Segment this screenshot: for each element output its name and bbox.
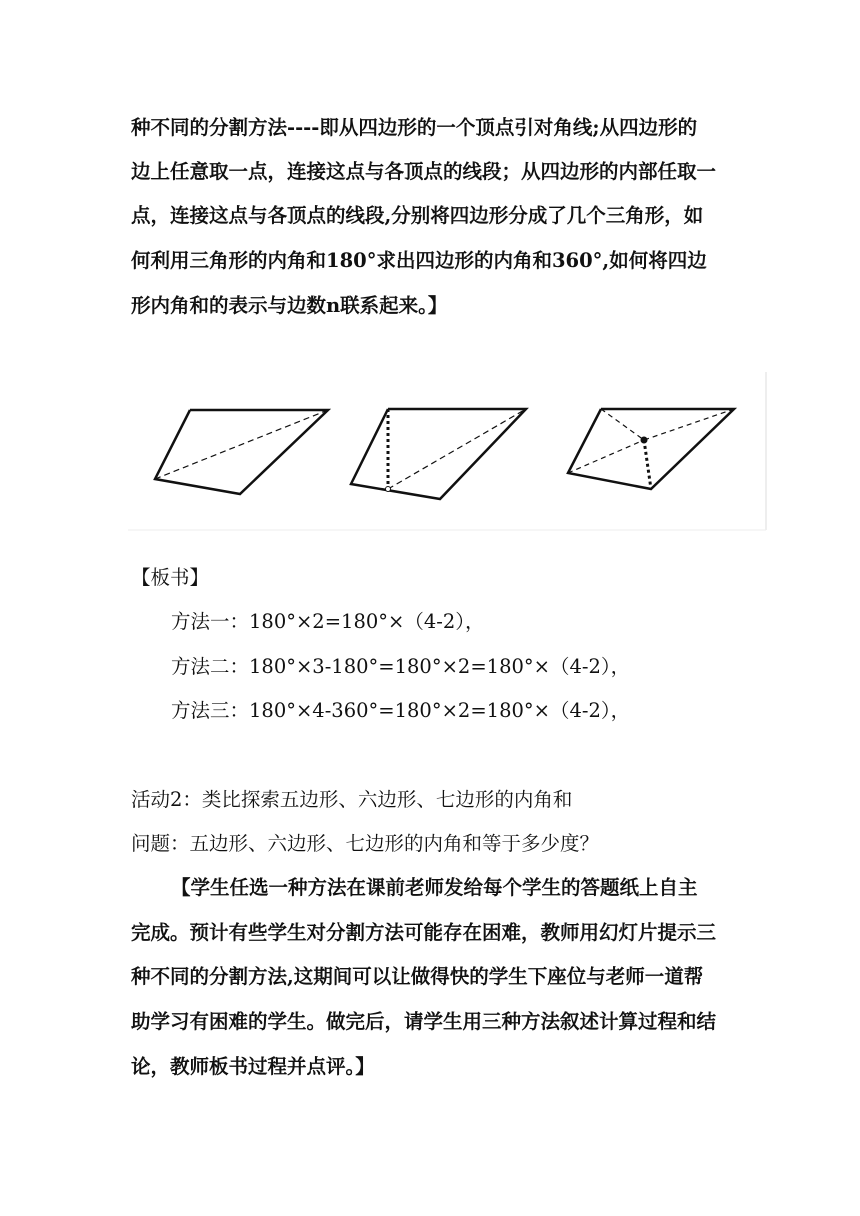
activity2-line-1: 【学生任选一种方法在课前老师发给每个学生的答题纸上自主 <box>171 876 698 899</box>
activity2-question: 问题：五边形、六边形、七边形的内角和等于多少度？ <box>131 832 600 855</box>
activity2-title: 活动2：类比探索五边形、六边形、七边形的内角和 <box>131 788 573 811</box>
intro-line-5: 形内角和的表示与边数n联系起来。】 <box>131 294 448 317</box>
quad-2-diagonal-segment <box>388 409 526 489</box>
quad-1-diagonal <box>155 410 328 479</box>
quad-3-segment-b <box>644 409 734 440</box>
quad-2-outline <box>351 409 526 499</box>
quad-method-1 <box>155 410 328 494</box>
quadrilateral-division-figure <box>128 372 768 532</box>
quad-3-interior-point <box>641 437 647 443</box>
activity2-line-2: 完成。预计有些学生对分割方法可能存在困难，教师用幻灯片提示三 <box>131 921 717 944</box>
intro-line-3: 点，连接这点与各顶点的线段,分别将四边形分成了几个三角形，如 <box>131 204 704 227</box>
intro-line-4: 何利用三角形的内角和180°求出四边形的内角和360°,如何将四边 <box>131 249 707 272</box>
quad-method-2 <box>351 409 526 499</box>
method-3: 方法三：180°×4-360°=180°×2=180°×（4-2）， <box>171 699 631 722</box>
quad-2-side-point <box>386 487 391 492</box>
activity2-line-3: 种不同的分割方法,这期间可以让做得快的学生下座位与老师一道帮 <box>131 965 704 988</box>
intro-line-2: 边上任意取一点，连接这点与各顶点的线段；从四边形的内部任取一 <box>131 160 717 183</box>
intro-line-1: 种不同的分割方法----即从四边形的一个顶点引对角线;从四边形的 <box>131 116 698 139</box>
quad-3-outline <box>568 409 734 489</box>
board-heading: 【板书】 <box>131 566 210 589</box>
quad-method-3 <box>568 409 734 489</box>
activity2-line-5: 论，教师板书过程并点评。】 <box>131 1055 375 1078</box>
quad-3-segment-a <box>601 409 644 440</box>
quad-3-segment-d <box>644 440 651 489</box>
activity2-line-4: 助学习有困难的学生。做完后，请学生用三种方法叙述计算过程和结 <box>131 1010 717 1033</box>
quad-3-segment-c <box>568 440 644 473</box>
method-1: 方法一：180°×2=180°×（4-2）， <box>171 610 485 633</box>
method-2: 方法二：180°×3-180°=180°×2=180°×（4-2）， <box>171 655 631 678</box>
quad-1-outline <box>155 410 328 494</box>
